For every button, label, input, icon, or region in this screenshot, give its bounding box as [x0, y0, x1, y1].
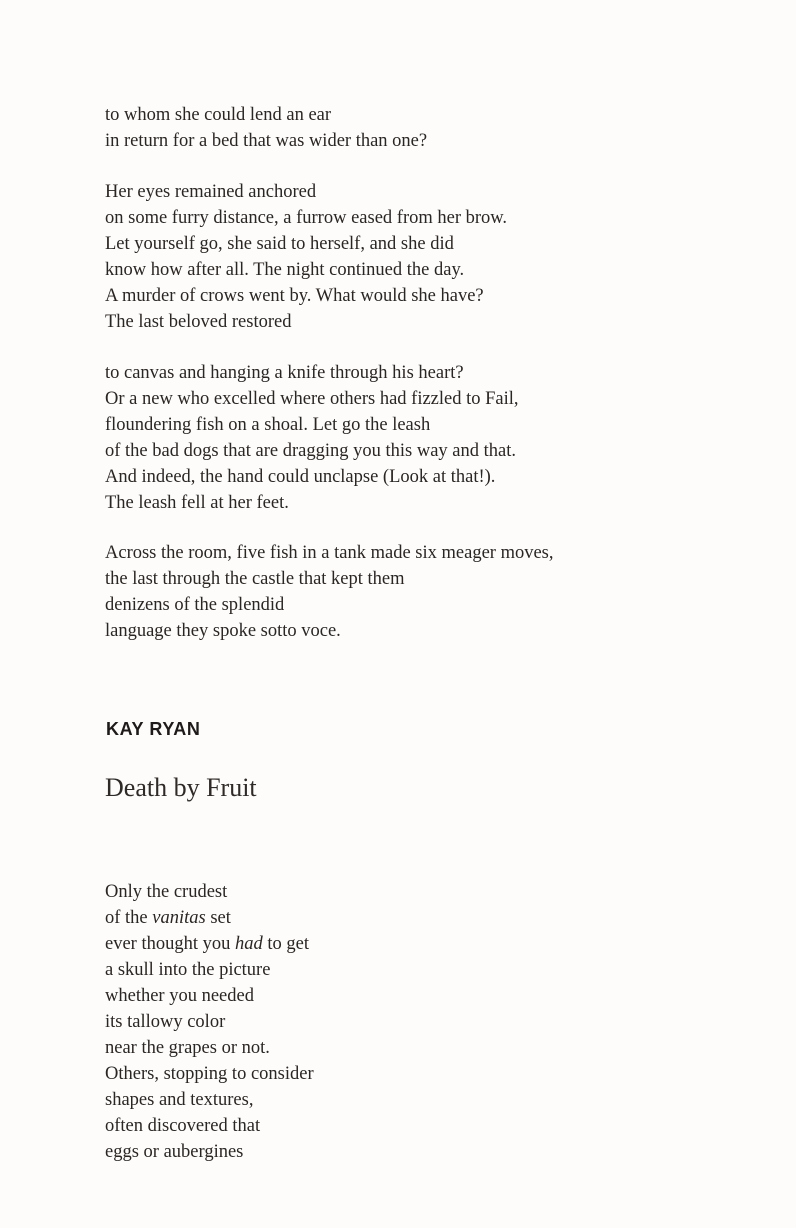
poem-line: language they spoke sotto voce. — [105, 621, 341, 641]
poem-line: on some furry distance, a furrow eased from her brow. — [105, 208, 508, 228]
poem-body — [105, 879, 314, 1165]
poem-line: Others, stopping to consider — [105, 1064, 314, 1084]
poem-line: Let yourself go, she said to herself, and she did — [105, 234, 454, 254]
line-text: of the — [105, 908, 153, 928]
poem-line: its tallowy color — [105, 1012, 226, 1032]
italic-word: had — [235, 934, 263, 954]
line-text: ever thought you — [105, 934, 235, 954]
poem-line: Her eyes remained anchored — [105, 182, 317, 202]
poem-stanza-4 — [105, 540, 554, 644]
poem-line: often discovered that — [105, 1116, 261, 1136]
poem-title: Death by Fruit — [105, 773, 257, 802]
poem-line: eggs or aubergines — [105, 1142, 244, 1162]
poem-line — [105, 931, 314, 957]
poem-line: shapes and textures, — [105, 1090, 254, 1110]
poem-line: The last beloved restored — [105, 312, 292, 332]
poem-line: A murder of crows went by. What would she have? — [105, 286, 484, 306]
line-text: to get — [262, 934, 309, 954]
poem-line: floundering fish on a shoal. Let go the leash — [105, 415, 431, 435]
poem-line: know how after all. The night continued the day. — [105, 260, 465, 280]
poem-line: Across the room, five fish in a tank made six meager moves, — [105, 543, 554, 563]
poem-line: whether you needed — [105, 986, 254, 1006]
poem-stanza-2 — [105, 179, 507, 335]
poem-line: And indeed, the hand could unclapse (Look at that!). — [105, 467, 496, 487]
italic-word: vanitas — [152, 908, 206, 928]
poem-line: in return for a bed that was wider than one? — [105, 131, 428, 151]
poem-stanza-3 — [105, 360, 519, 516]
poem-line: to whom she could lend an ear — [105, 105, 332, 125]
poem-line: The leash fell at her feet. — [105, 493, 289, 513]
poem-line: Only the crudest — [105, 882, 228, 902]
author-name: KAY RYAN — [106, 719, 201, 739]
poem-line: a skull into the picture — [105, 960, 271, 980]
poem-line: the last through the castle that kept them — [105, 569, 405, 589]
poem-line: Or a new who excelled where others had fizzled to Fail, — [105, 389, 519, 409]
poem-line: near the grapes or not. — [105, 1038, 270, 1058]
line-text: set — [205, 908, 231, 928]
poem-line: denizens of the splendid — [105, 595, 285, 615]
poem-line: to canvas and hanging a knife through his heart? — [105, 363, 464, 383]
poem-stanza-1 — [105, 102, 427, 154]
poem-line: of the bad dogs that are dragging you this way and that. — [105, 441, 517, 461]
poem-line — [105, 905, 314, 931]
